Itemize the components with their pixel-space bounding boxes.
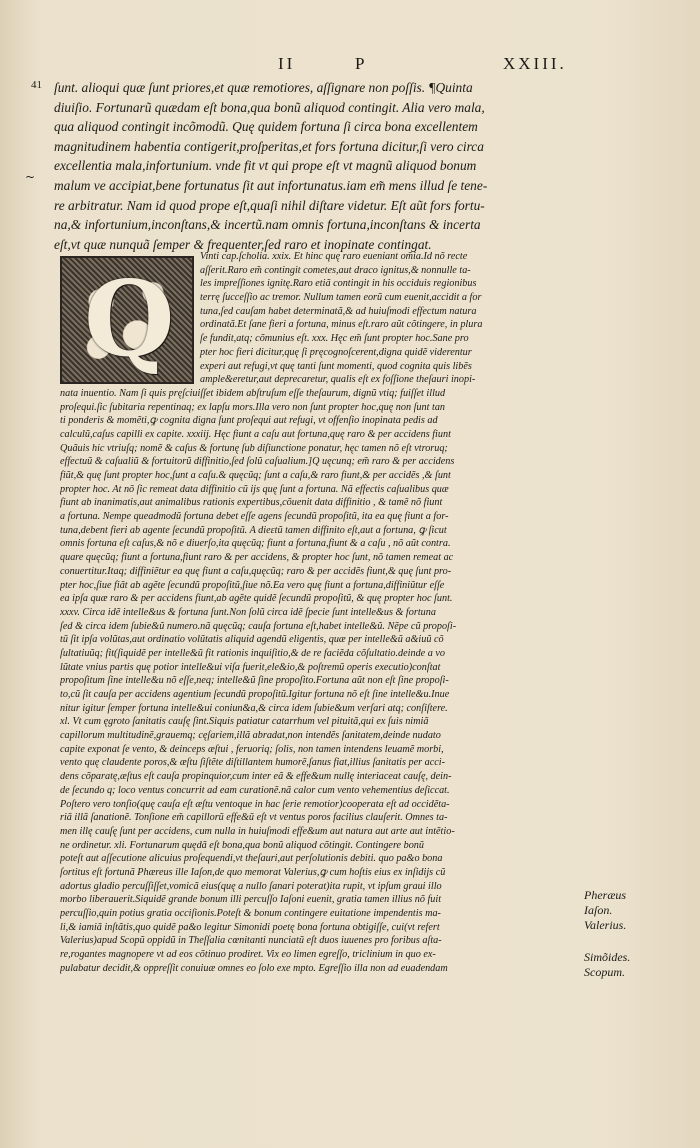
scholia-line: men illę cauſę ſunt per accidens, cum nulla in huiuſmodi effe&um aut natura aut arte aut intẽtio- xyxy=(60,825,455,837)
scholia-line: pter hoc,ſiue fiãt ab agẽte ſecundũ propoſitũ,ſiue nõ.Ea vero quę fiunt a fortuna,diffiniũtur eſſe xyxy=(60,579,445,591)
scholia-line: ſed & circa idem ſubie&ũ numero.nã quęcũq; cauſa fortuna eſt,habet intelle&ũ. Nẽpe cũ propoſi- xyxy=(60,620,457,632)
scholia-line: propter hoc. At nõ ſic remeat data diffinitio cũ ijs quę ſunt a fortuna. Nã effectis caſualibus quæ xyxy=(60,483,449,495)
scholia-line: effectuũ & caſualiũ & fortuitorũ diffinitio,ſed ſolũ caſualium.]Q uęcunq; em̃ raro & per accidens xyxy=(60,456,455,468)
main-text-block xyxy=(54,78,584,254)
scholia-line: les impreſſiones ignitę.Raro etiã contingit in his occiduis regionibus xyxy=(200,278,477,290)
scholia-line: propoſitum ſine intelle&u nõ eſſe,neq; intelle&ũ ſine propoſito.Fortuna aũt non eſt ſine propoſi- xyxy=(60,675,449,687)
scholia-line: conuertitur.Itaq; diffiniẽtur ea quę fiunt a caſu,quęcũq; raro & per accidẽs fiunt,& quę ſunt pro- xyxy=(60,565,452,577)
scholia-line: Quãuis hic vtriuſq; nomẽ & caſus & fortunę ſub diſiunctione ponatur, hęc tamen nõ eſt vtroruq; xyxy=(60,442,448,454)
main-text-line: diuiſio. Fortunarũ quædam eſt bona,qua bonũ aliquod contingit. Alia vero mala, xyxy=(54,99,485,115)
scholia-line: percuſſio,quin potius gratia occiſionis.Poteſt & bonum contingere euitatione impendentis ma- xyxy=(60,908,441,919)
scholia-line: morbo liberauerit.Siquidẽ grande bonum illi percuſſo Iaſoni euenit, gratia tamen illius nõ fuit xyxy=(60,894,442,906)
scholia-line: ordinatã.Et ſane fieri a fortuna, minus eſt.raro aũt cõtingere, in plura xyxy=(200,319,483,331)
scholia-line: tuna,ſed cauſam habet determinatã,& ad huiuſmodi effectum natura xyxy=(200,305,477,317)
scholia-line: ample&eretur,aut deprecaretur, qualis eſt ex foſſione theſauri inopi- xyxy=(200,374,476,386)
scholia-line: capillorum multitudinẽ,grauemq; cęſariem,illã abradat,non intendẽs ſanitatem,deinde nudato xyxy=(60,730,441,742)
main-text-line: malum ve accipiat,bene fortunatus ſit aut infortunatus.iam em̃ mens illud ſe tene- xyxy=(54,177,488,193)
side-note-group-2 xyxy=(584,950,630,980)
scholia-line: ſultatiuũq; fit(ſiquidẽ per intelle&ũ fit rationis inquiſitio,& de re faciẽda cõſultatio.deinde a vo xyxy=(60,647,446,659)
scholia-line: poteſt aut aſſecutione alicuius proſequendi,vt theſauri,aut perſolutionis debiti. quo pa&o bona xyxy=(60,853,443,865)
side-note: Simõides. xyxy=(584,950,631,964)
scholia-line: xxxv. Circa idẽ intelle&us & fortuna ſunt.Non ſolũ circa idẽ ſpecie ſunt intelle&us & fortuna xyxy=(60,606,436,618)
scholia-line: a fortuna. Nempe queadmodũ fortuna debet eſſe agens ſecundũ propoſitũ, ita ea quę fiunt a for- xyxy=(60,511,449,523)
header-center: P xyxy=(355,54,368,73)
scholia-line: experi aut refugi,vt quę tanti ſunt momenti, quod cognita quis libẽs xyxy=(200,360,472,372)
scholia-line: terrę ſucceſſio ac tremor. Nullum tamen eorũ cum euenit,accidit a for xyxy=(200,292,482,304)
scholia-line: xl. Vt cum ęgroto ſanitatis cauſę ſint.Siquis patiatur catarrhum vel pituitã,qui ex ſuis nimiã xyxy=(60,716,429,728)
scholia-line: nitur igitur ſemper fortuna intelle&ui coniun&a,& circa idem ſubie&um verſari atq; conſiſtere. xyxy=(60,702,448,714)
folio-number: XXIII. xyxy=(503,54,567,73)
initial-letter: Q xyxy=(84,257,175,380)
scholia-line: ti ponderis & momẽti,ꝙ cognita digna ſunt proſequi aut refugi, vt offenſio inopinata pedis ad xyxy=(60,415,438,427)
scholia-line: quare quęcũq; fiunt a fortuna,fiunt raro & per accidens, & propter hoc ſunt, nõ tamen remeat ac xyxy=(60,552,454,564)
scholia-line: de ſecundo q; loco ventus concurrit ad eam curationẽ.nã calor cum vento vehementius deſiccat. xyxy=(60,784,450,796)
scholia-line: dens cõparatę,æſtus eſt cauſa propinquior,cum inter eã & effe&um nullę interiaceat cauſę, dein- xyxy=(60,771,452,783)
side-note-group-1 xyxy=(584,888,626,933)
scholia-line: Poſtero vero tonſio(quę cauſa eſt æſtu ventoque in hac ſerie remotior)cooperata eſt ad occidẽta- xyxy=(60,798,450,810)
scholia-line: Vinti cap.ſcholia. xxix. Et hinc quę raro eueniant om̃ia.Id nõ recte xyxy=(200,251,468,262)
scholia-line: pter hoc fieri dicitur,quę ſi pręcognoſcerent,digna quidẽ viderentur xyxy=(200,346,472,358)
side-note: Valerius. xyxy=(584,918,627,932)
main-text-line: eſt,vt quæ nunquã ſemper & frequenter,ſed raro et inopinate contingat. xyxy=(54,236,432,252)
scholia-line: ne ordinetur. xli. Fortunarum quędã eſt bona,qua bonũ aliquod cõtingit. Contingere bonũ xyxy=(60,839,424,851)
scholia-line: nata inuentio. Nam ſi quis pręſciuiſſet ibidem abſtruſum eſſe theſaurum, dignũ vtiq; fuiſſet illud xyxy=(60,387,446,399)
scholia-line: riã illã ſanationẽ. Tonſione em̃ capillorũ effe&ũ eſt vt ventus poros facilius clauſerit. Omnes ta- xyxy=(60,812,448,824)
scholia-line: ea ipſa quæ raro & per accidens fiunt,ab agẽte quidẽ ſecundũ propoſitũ, & quę propter hoc ſunt. xyxy=(60,593,453,605)
scholia-line: pulabatur decidit,& oppreſſit conuiuæ omnes eo ſolo exe mpto. Egreſſio illa non ad euadendam xyxy=(60,962,448,974)
scholia-line: adortus gladio percuſſiſſet,vomicã eius(quę a nullo ſanari poterat)ita rupit, vt ipſum graui illo xyxy=(60,880,442,892)
main-text-line: ſunt. alioqui quæ ſunt priores,et quæ remotiores, aſſignare non poſſis. ¶Quinta xyxy=(54,80,473,95)
side-note: Scopum. xyxy=(584,965,625,979)
scholia-line: to,cũ ſit cauſa per accidens agentium ſecundũ propoſitũ.Igitur fortuna nõ eſt ſine intelle&u.Inue xyxy=(60,689,450,700)
scholia-line: capite exponat ſe vento, & deinceps æſtui , feruoriq; ſolis, non tamen intendens leuamẽ morbi, xyxy=(60,743,444,755)
scholia-line: vento quę claudente poros,& æſtu ſiſtẽte diſtillantem humorẽ,ſanus fiat,illius ſanitatis per acci- xyxy=(60,757,446,769)
header-left: II xyxy=(278,54,296,73)
scholia-line: tuna,debent fieri ab agente ſecundũ propoſitũ. A dieɛtũ tamen diffinito eſt,aut a fortuna, ꝙ ſicut xyxy=(60,524,447,536)
scholia-line: ſe fundit,atq; cõmunius eſt. xxx. Hęc em̃ ſunt propter hoc.Sane pro xyxy=(200,333,469,345)
scholia-line: li,& iamiã inſtãtis,quo quidẽ pa&o legitur Simonidi poetę bona fortuna obtigiſſe, cui(vt refert xyxy=(60,921,440,933)
scholia-line: lũtate vnius partis quę potior intelle&ui viſa fuerit,ele&io,& poſtremũ operis executio)conſtat xyxy=(60,661,441,673)
scholia-line: fiunt ab inanimatis,aut animalibus rationis expertibus,cõuenit data diffinitio , & tamẽ nõ fiunt xyxy=(60,497,443,509)
main-text-line: excellentia mala,infortunium. vnde fit vt qui prope eſt vt magnũ aliquod bonum xyxy=(54,158,477,174)
scholia-line: ſortitus eſt fortunã Phæreus ille Iaſon,de quo memorat Valerius,ꝙ cum hoſtis eius ex inſidijs cũ xyxy=(60,866,446,878)
scholia-line: aſſerit.Raro em̃ contingit cometes,aut draco ignitus,& nonnulle ta- xyxy=(200,264,471,276)
main-text-line: na,& infortunium,inconſtans,& incertũ.nam omnis fortuna,inconſtans & incerta xyxy=(54,217,481,233)
scholia-line: tũ ſit ipſa volũtas,aut ordinatio volũtatis aliquid agendũ eligentis, quæ per intelle&ũ a&iuũ cõ xyxy=(60,634,444,646)
scholia-line: omnis fortuna eſt caſus,& nõ e diuerſo,ita quęcũq; fiunt a fortuna,fiunt & a caſu , nõ aũt contra. xyxy=(60,538,451,550)
scholia-line: fiũt,& quę ſunt propter hoc,ſunt a caſu.& quęcũq; ſunt a caſu,& raro fiunt,& per accidẽs ,& ſunt xyxy=(60,470,451,481)
scholia-line: re,rogantes magnopere vt ad eos cõtinuo prodiret. Vix eo limen egreſſo, triclinium in quo ex- xyxy=(60,949,436,961)
margin-line-number: 41 xyxy=(31,79,42,91)
scholia-block xyxy=(60,250,580,975)
scholia-line: Valerius)apud Scopũ oppidũ in Theſſalia cœnitanti nunciatũ eſt duos iuuenes pro foribus aſta- xyxy=(60,935,442,947)
side-note: Iaſon. xyxy=(584,903,613,917)
margin-mark-icon: ~ xyxy=(25,170,36,184)
running-header xyxy=(0,54,700,80)
side-note: Pheræus xyxy=(584,888,626,902)
main-text-line: qua aliquod contingit incõmodũ. Quę quidem fortuna ſi circa bona excellentem xyxy=(54,119,478,135)
scholia-line: proſequi.ſic ſubitaria repentinaq; ex lapſu mors.Illa vero non ſunt propter hoc,quę non ſunt tan xyxy=(60,401,446,413)
main-text-line: magnitudinem habentia contigerit,proſperitas,et fors fortuna dicitur,ſi vero circa xyxy=(54,138,484,154)
scholia-line: calculũ,caſus capilli ex capite. xxxiij. Hęc fiunt a caſu aut fortuna,quę raro & per accidens fiunt xyxy=(60,428,451,440)
main-text-line: re arbitratur. Nam id quod prope eſt,quaſi nihil diſtare videtur. Eſt aũt fors fortu- xyxy=(54,197,485,213)
